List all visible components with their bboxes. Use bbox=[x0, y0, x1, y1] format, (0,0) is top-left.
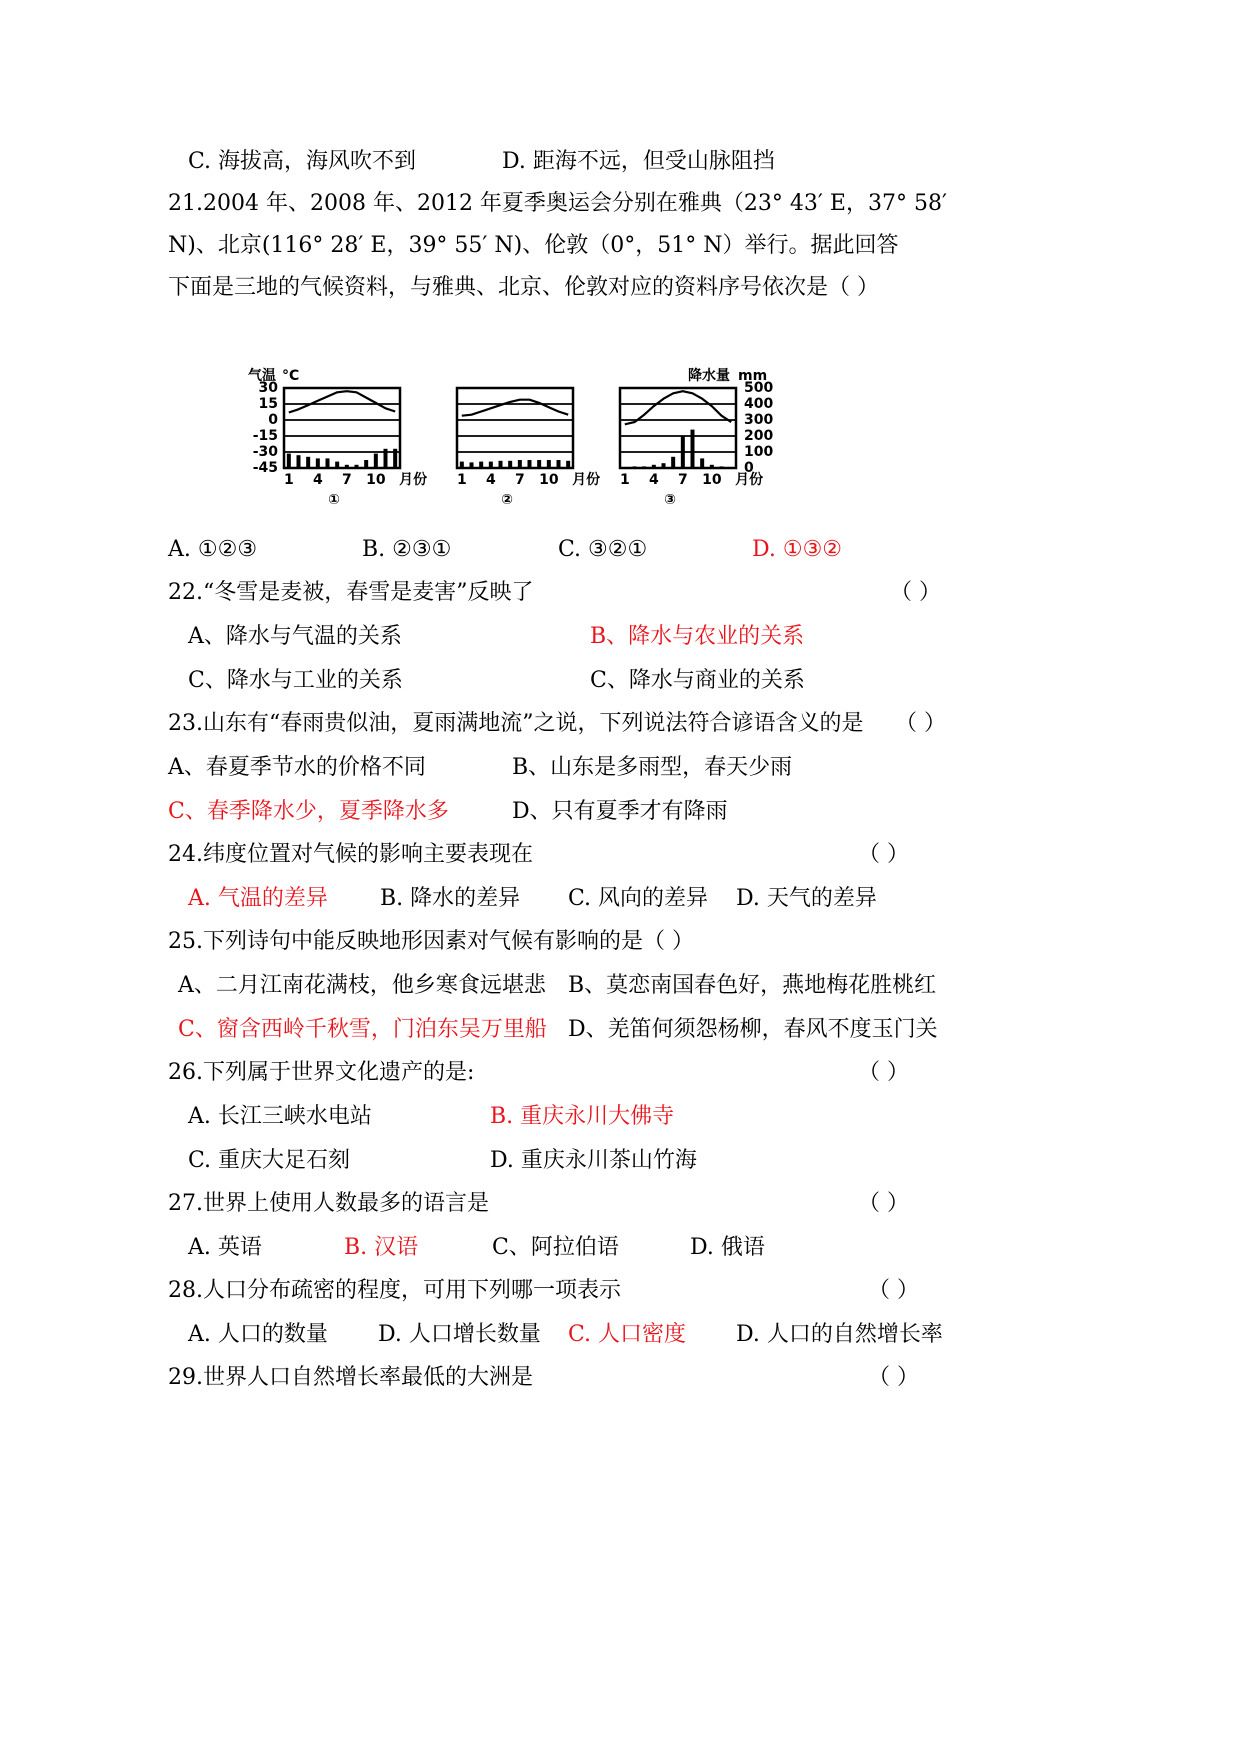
q26-answer-blank: （ ） bbox=[858, 1060, 909, 1085]
q26-option-a: A. 长江三峡水电站 bbox=[188, 1104, 372, 1129]
precipitation-bar bbox=[374, 454, 378, 468]
q28-answer-blank: （ ） bbox=[868, 1278, 919, 1303]
precipitation-bar bbox=[671, 457, 675, 468]
precipitation-bar bbox=[287, 454, 291, 468]
precipitation-bar bbox=[508, 461, 512, 468]
q21-option-b: B. ②③① bbox=[362, 537, 452, 562]
precipitation-bar bbox=[355, 465, 359, 468]
precipitation-bar bbox=[566, 461, 570, 468]
precipitation-bar bbox=[681, 436, 685, 468]
q23-option-a: A、春夏季节水的价格不同 bbox=[168, 755, 426, 780]
climate-charts-figure bbox=[248, 366, 828, 516]
precipitation-bar bbox=[662, 463, 666, 468]
chart-number-label: ① bbox=[328, 492, 340, 508]
q21-option-c: C. ③②① bbox=[558, 537, 648, 562]
precipitation-tick-label: 100 bbox=[744, 444, 774, 460]
temperature-axis-unit: °C bbox=[282, 368, 300, 384]
precipitation-bar bbox=[499, 461, 503, 468]
q25-stem: 25.下列诗句中能反映地形因素对气候有影响的是（ ） bbox=[168, 929, 694, 954]
q28-option-b: D. 人口增长数量 bbox=[378, 1322, 541, 1347]
q22-option-d: C、降水与商业的关系 bbox=[590, 668, 805, 693]
q23-option-c-answer: C、春季降水少，夏季降水多 bbox=[168, 799, 449, 824]
month-tick-label: 10 bbox=[366, 472, 386, 488]
q27-option-c: C、阿拉伯语 bbox=[492, 1235, 619, 1260]
month-tick-label: 7 bbox=[341, 472, 352, 488]
month-tick-label: 1 bbox=[456, 472, 467, 488]
precipitation-bar bbox=[537, 460, 541, 468]
precipitation-bar bbox=[345, 465, 349, 468]
temperature-line bbox=[289, 391, 395, 412]
q22-stem: 22.“冬雪是麦被，春雪是麦害”反映了 bbox=[168, 580, 534, 605]
month-tick-label: 7 bbox=[677, 472, 688, 488]
chart-frame bbox=[620, 388, 736, 468]
precipitation-tick-label: 200 bbox=[744, 428, 774, 444]
temperature-tick-label: -30 bbox=[252, 444, 278, 460]
precipitation-bar bbox=[384, 449, 388, 468]
q24-stem: 24.纬度位置对气候的影响主要表现在 bbox=[168, 842, 533, 867]
month-tick-label: 4 bbox=[648, 472, 659, 488]
precipitation-bar bbox=[691, 430, 695, 468]
q26-option-c: C. 重庆大足石刻 bbox=[188, 1148, 351, 1173]
q24-option-c: C. 风向的差异 bbox=[568, 886, 709, 911]
precipitation-bar bbox=[326, 458, 330, 468]
q27-option-b-answer: B. 汉语 bbox=[344, 1235, 419, 1260]
month-tick-label: 10 bbox=[539, 472, 559, 488]
temperature-tick-label: -45 bbox=[252, 460, 278, 476]
q22-option-c: C、降水与工业的关系 bbox=[188, 668, 403, 693]
temperature-axis-title: 气温 bbox=[248, 368, 276, 384]
precipitation-bar bbox=[489, 462, 493, 468]
q27-option-d: D. 俄语 bbox=[690, 1235, 765, 1260]
q24-answer-blank: （ ） bbox=[858, 842, 909, 867]
precipitation-bar bbox=[335, 462, 339, 468]
precipitation-bar bbox=[720, 466, 724, 468]
q21-stem-line2: N)、北京(116° 28′ E，39° 55′ N)、伦敦（0°，51° N）举行。据此回答 bbox=[168, 233, 899, 258]
month-tick-label: 4 bbox=[485, 472, 496, 488]
month-tick-label: 1 bbox=[619, 472, 630, 488]
precipitation-bar bbox=[700, 458, 704, 468]
precipitation-bar bbox=[623, 467, 627, 468]
q29-stem: 29.世界人口自然增长率最低的大洲是 bbox=[168, 1365, 533, 1390]
precipitation-bar bbox=[306, 457, 310, 468]
q23-option-b: B、山东是多雨型，春天少雨 bbox=[512, 755, 793, 780]
chart-number-label: ② bbox=[501, 492, 513, 508]
precipitation-bar bbox=[297, 455, 301, 468]
temperature-tick-label: 30 bbox=[258, 380, 278, 396]
precipitation-tick-label: 0 bbox=[744, 460, 754, 476]
precipitation-bar bbox=[557, 460, 561, 468]
q22-answer-blank: （ ） bbox=[890, 580, 941, 605]
q24-option-b: B. 降水的差异 bbox=[380, 886, 521, 911]
q26-option-b-answer: B. 重庆永川大佛寺 bbox=[490, 1104, 675, 1129]
temperature-line bbox=[462, 400, 568, 416]
q27-option-a: A. 英语 bbox=[188, 1235, 262, 1260]
precipitation-bar bbox=[642, 466, 646, 468]
precipitation-bar bbox=[393, 449, 397, 468]
q27-answer-blank: （ ） bbox=[858, 1191, 909, 1216]
precipitation-bar bbox=[518, 460, 522, 468]
q29-answer-blank: （ ） bbox=[868, 1365, 919, 1390]
q28-option-d: D. 人口的自然增长率 bbox=[736, 1322, 943, 1347]
q23-stem: 23.山东有“春雨贵似油，夏雨满地流”之说，下列说法符合谚语含义的是 bbox=[168, 711, 864, 736]
precipitation-tick-label: 400 bbox=[744, 396, 774, 412]
q23-answer-blank: （ ） bbox=[895, 711, 946, 736]
q25-option-d: D、羌笛何须怨杨柳，春风不度玉门关 bbox=[568, 1017, 938, 1042]
q22-option-b-answer: B、降水与农业的关系 bbox=[590, 624, 805, 649]
temperature-tick-label: 0 bbox=[268, 412, 278, 428]
q21-option-d-answer: D. ①③② bbox=[752, 537, 843, 562]
chart-frame bbox=[284, 388, 400, 468]
month-tick-label: 1 bbox=[283, 472, 294, 488]
q21-stem-line3: 下面是三地的气候资料，与雅典、北京、伦敦对应的资料序号依次是（ ） bbox=[168, 275, 879, 300]
month-tick-label: 4 bbox=[312, 472, 323, 488]
precipitation-bar bbox=[652, 465, 656, 468]
precipitation-bar bbox=[470, 462, 474, 468]
precipitation-axis-title: 降水量 bbox=[688, 368, 730, 384]
q25-option-a: A、二月江南花满枝，他乡寒食远堪悲 bbox=[178, 973, 546, 998]
precipitation-tick-label: 500 bbox=[744, 380, 774, 396]
precipitation-bar bbox=[710, 465, 714, 468]
precipitation-bar bbox=[460, 462, 464, 468]
month-tick-label: 7 bbox=[514, 472, 525, 488]
month-unit-label: 月份 bbox=[572, 472, 601, 488]
q25-option-b: B、莫恋南国春色好，燕地梅花胜桃红 bbox=[568, 973, 937, 998]
precipitation-bar bbox=[364, 460, 368, 468]
q21-option-a: A. ①②③ bbox=[168, 537, 258, 562]
q28-option-c-answer: C. 人口密度 bbox=[568, 1322, 687, 1347]
q24-option-a-answer: A. 气温的差异 bbox=[188, 886, 328, 911]
precipitation-tick-label: 300 bbox=[744, 412, 774, 428]
q28-stem: 28.人口分布疏密的程度，可用下列哪一项表示 bbox=[168, 1278, 621, 1303]
precipitation-bar bbox=[633, 466, 637, 468]
q23-option-d: D、只有夏季才有降雨 bbox=[512, 799, 728, 824]
q22-option-a: A、降水与气温的关系 bbox=[188, 624, 402, 649]
q24-option-d: D. 天气的差异 bbox=[736, 886, 877, 911]
q26-stem: 26.下列属于世界文化遗产的是: bbox=[168, 1060, 475, 1085]
temperature-tick-label: 15 bbox=[258, 396, 278, 412]
q26-option-d: D. 重庆永川茶山竹海 bbox=[490, 1148, 697, 1173]
q20-option-c: C. 海拔高，海风吹不到 bbox=[188, 149, 417, 174]
q25-option-c-answer: C、窗含西岭千秋雪，门泊东吴万里船 bbox=[178, 1017, 547, 1042]
month-unit-label: 月份 bbox=[735, 472, 764, 488]
precipitation-bar bbox=[729, 467, 733, 468]
chart-number-label: ③ bbox=[664, 492, 676, 508]
q27-stem: 27.世界上使用人数最多的语言是 bbox=[168, 1191, 489, 1216]
precipitation-bar bbox=[547, 460, 551, 468]
precipitation-bar bbox=[316, 458, 320, 468]
q28-option-a: A. 人口的数量 bbox=[188, 1322, 328, 1347]
q20-option-d: D. 距海不远，但受山脉阻挡 bbox=[502, 149, 775, 174]
q21-stem-line1: 21.2004 年、2008 年、2012 年夏季奥运会分别在雅典（23° 43′ E，37° 58′ bbox=[168, 191, 947, 216]
month-unit-label: 月份 bbox=[399, 472, 428, 488]
temperature-tick-label: -15 bbox=[252, 428, 278, 444]
precipitation-bar bbox=[528, 460, 532, 468]
precipitation-axis-unit: mm bbox=[738, 368, 768, 384]
month-tick-label: 10 bbox=[702, 472, 722, 488]
precipitation-bar bbox=[479, 462, 483, 468]
